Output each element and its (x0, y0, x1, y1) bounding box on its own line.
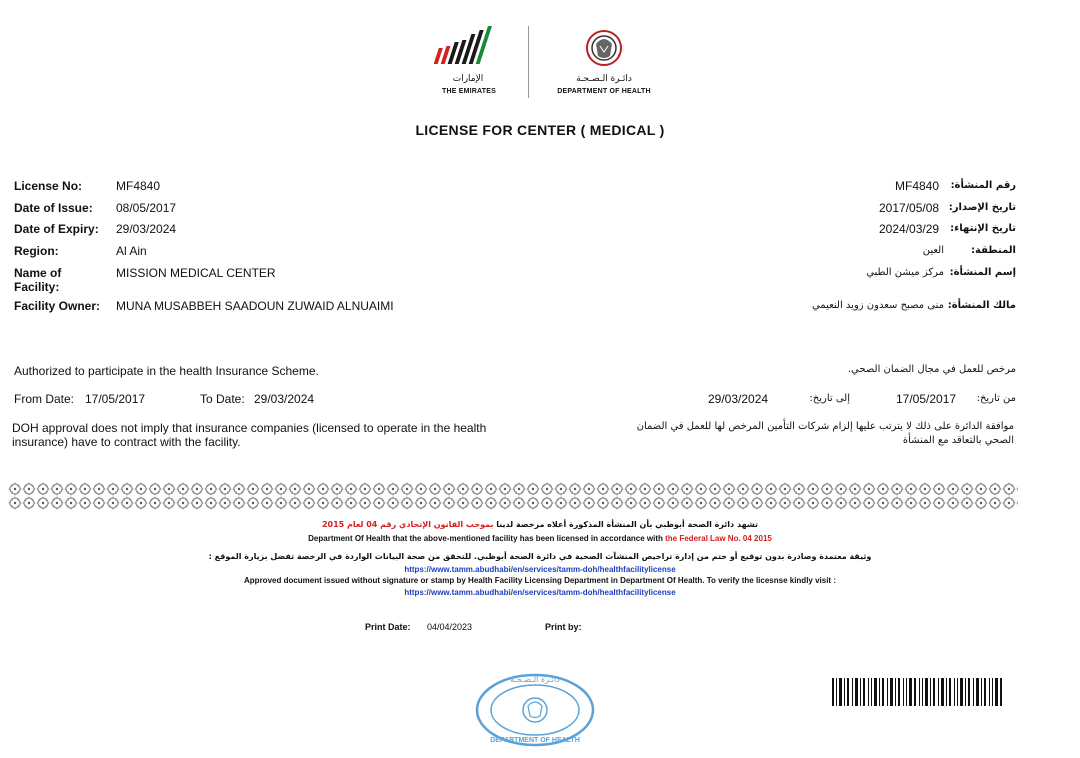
expiry-date-value-ar: 2024/03/29 (879, 222, 940, 236)
facility-name-value: MISSION MEDICAL CENTER (116, 266, 276, 280)
doh-stamp (474, 672, 596, 748)
expiry-date-value: 29/03/2024 (116, 222, 177, 236)
to-date-value: 29/03/2024 (254, 392, 315, 406)
license-no-value-ar: MF4840 (895, 179, 940, 193)
license-no-label: License No: (14, 179, 83, 193)
region-label: Region: (14, 244, 59, 258)
region-value-ar: العين (922, 245, 944, 256)
from-date-label-ar: من تاريخ: (976, 393, 1016, 404)
facility-owner-value-ar: منى مصبح سعدون زويد النعيمي (811, 300, 944, 311)
facility-owner-value: MUNA MUSABBEH SAADOUN ZUWAID ALNUAIMI (116, 299, 394, 313)
to-date-label-ar: إلى تاريخ: (809, 393, 850, 404)
verify-link-2[interactable]: https://www.tamm.abudhabi/en/services/tamm-doh/healthfacilitylicense (404, 588, 676, 597)
certify-en (0, 534, 1080, 543)
document-title: LICENSE FOR CENTER ( MEDICAL ) (415, 122, 665, 138)
certify-en-part2: the Federal Law No. 04 2015 (665, 534, 772, 543)
certify-en-part1: Department Of Health that the above-mentioned facility has been licensed in accordance with (308, 534, 666, 543)
emirates-stripes-icon (434, 26, 504, 70)
from-date-value: 17/05/2017 (85, 392, 146, 406)
to-date-label: To Date: (200, 392, 245, 406)
issue-date-value-ar: 2017/05/08 (879, 201, 940, 215)
from-date-label: From Date: (14, 392, 75, 406)
certify-ar (0, 520, 1080, 529)
certify-ar-part1: تشهد دائرة الصحة أبوظبي بأن المنشأة المذكورة أعلاه مرخصة لدينا (493, 520, 758, 529)
disclaimer-en-line1: DOH approval does not imply that insurance companies (licensed to operate in the health (12, 421, 487, 435)
certify-ar-part2: بموجب القانون الإتحادي رقم 04 لعام 2015 (321, 520, 494, 529)
logo-divider (528, 26, 529, 98)
emirates-logo-en: THE EMIRATES (442, 88, 496, 95)
facility-name-label: Name of Facility: (14, 266, 62, 294)
region-value: Al Ain (116, 244, 147, 258)
print-date-label: Print Date: (365, 622, 411, 632)
license-no-value: MF4840 (116, 179, 161, 193)
stamp-text-en: DEPARTMENT OF HEALTH (490, 737, 580, 744)
facility-owner-label: Facility Owner: (14, 299, 101, 313)
issue-date-label: Date of Issue: (14, 201, 93, 215)
disclaimer-en-line2: insurance) have to contract with the facility. (12, 435, 241, 449)
to-date-value-ar: 29/03/2024 (708, 392, 769, 406)
region-label-ar: المنطقة: (971, 245, 1016, 256)
facility-name-value-ar: مركز ميشن الطبي (866, 267, 944, 278)
emirates-logo-ar: الإمارات (452, 74, 484, 84)
emirates-logo (428, 26, 532, 102)
expiry-date-label: Date of Expiry: (14, 222, 99, 236)
facility-owner-label-ar: مالك المنشأة: (947, 300, 1016, 311)
issue-date-label-ar: تاريخ الإصدار: (948, 202, 1016, 213)
disclaimer-ar-line1: موافقة الدائرة على ذلك لا يترتب عليها إلزام شركات التأمين المرخص لها للعمل في الضمان (636, 421, 1014, 432)
issue-date-value: 08/05/2017 (116, 201, 177, 215)
license-no-label-ar: رقم المنشأة: (950, 180, 1016, 191)
barcode (832, 678, 1004, 706)
verify-ar: وثيقة معتمدة وصادرة بدون توقيع أو ختم من إدارة تراخيص المنشآت الصحية في دائرة الصحة أبوظبي. للتحقق من صحة البيانات الواردة في الرخصة تفضل بزيارة الموقع : (208, 552, 872, 561)
print-by-label: Print by: (545, 622, 582, 632)
insurance-authorized-en: Authorized to participate in the health Insurance Scheme. (14, 364, 319, 378)
stamp-text-ar: دائـرة الـصـحـة (510, 675, 560, 684)
verify-link-1[interactable]: https://www.tamm.abudhabi/en/services/tamm-doh/healthfacilitylicense (404, 565, 676, 574)
falcon-emblem-icon (584, 26, 624, 70)
expiry-date-label-ar: تاريخ الإنتهاء: (950, 223, 1016, 234)
decorative-pattern-band (8, 482, 1018, 510)
verify-en: Approved document issued without signature or stamp by Health Facility Licensing Department in Department Of Health. To verify the licesnse kindly visit : (244, 576, 836, 585)
print-date-value: 04/04/2023 (427, 622, 473, 632)
from-date-value-ar: 17/05/2017 (896, 392, 957, 406)
doh-logo-en: DEPARTMENT OF HEALTH (557, 88, 651, 95)
doh-logo (552, 26, 662, 102)
insurance-authorized-ar: مرخص للعمل في مجال الضمان الصحي. (847, 364, 1016, 375)
doh-logo-ar: دائـرة الـصـحـة (576, 74, 632, 84)
disclaimer-ar-line2: الصحي بالتعاقد مع المنشأة (902, 435, 1014, 446)
facility-name-label-ar: إسم المنشأة: (949, 267, 1016, 278)
